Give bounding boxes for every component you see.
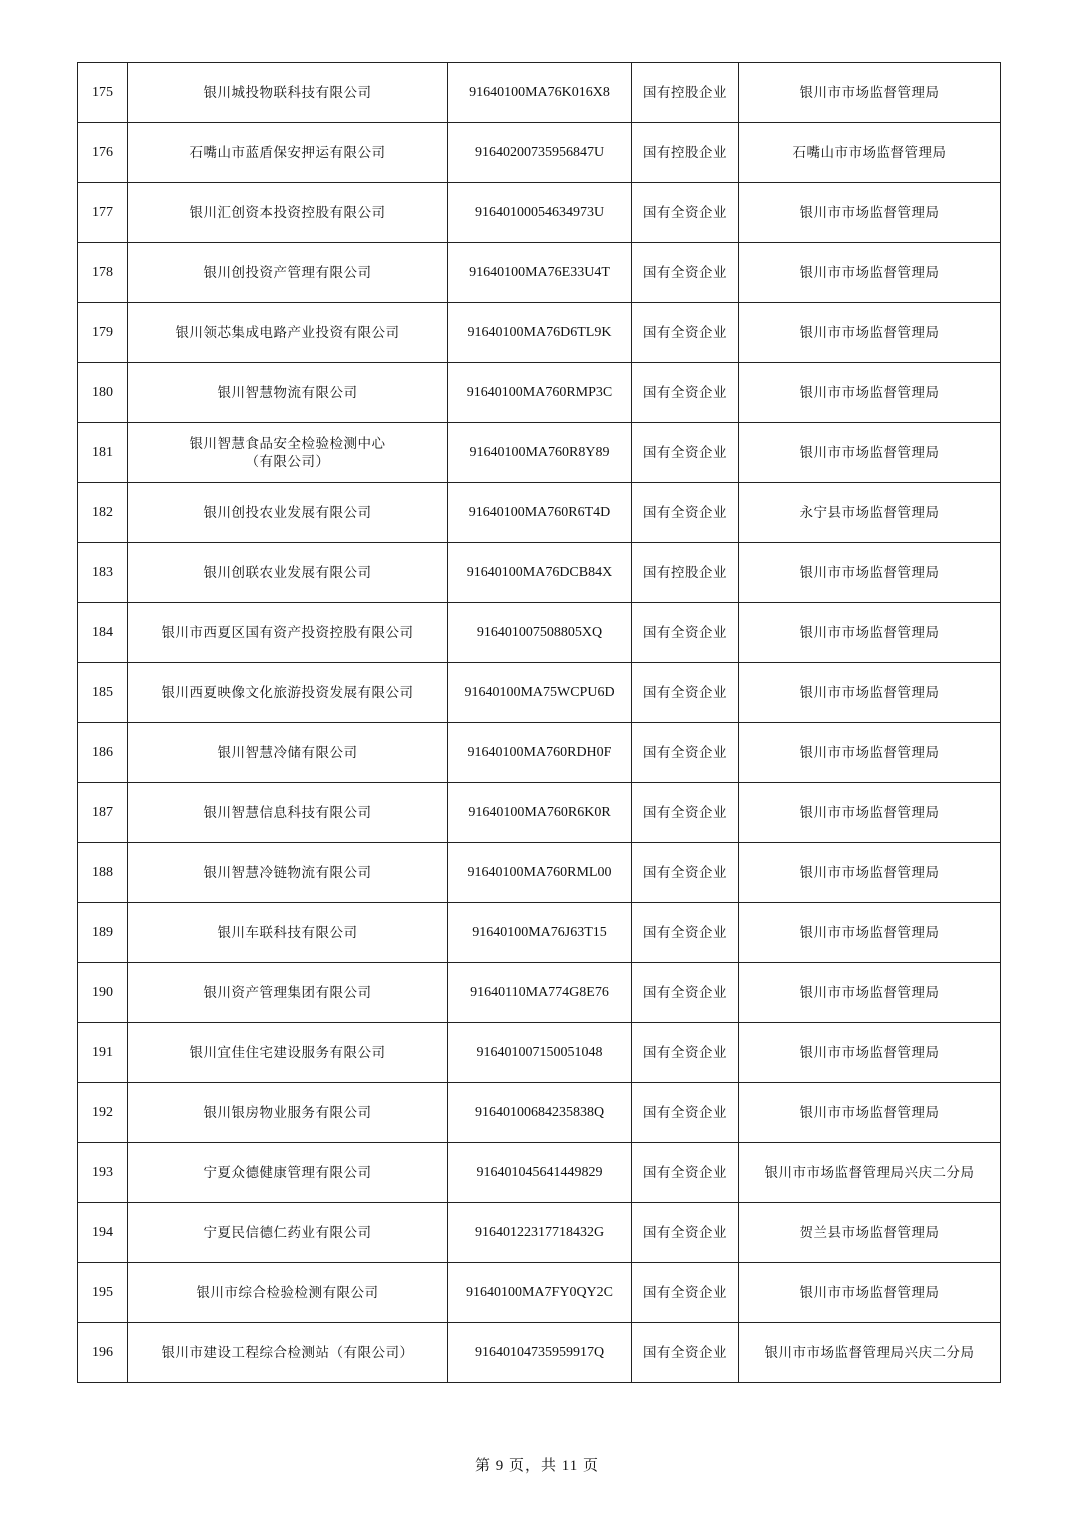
table-row — [78, 123, 1001, 183]
company-name-cell — [128, 723, 448, 783]
enterprise-type-cell: 国有全资企业 — [632, 243, 739, 303]
company-name-cell — [128, 363, 448, 423]
table-row — [78, 363, 1001, 423]
row-number-cell: 182 — [78, 483, 128, 543]
enterprise-type-cell: 国有全资企业 — [632, 1023, 739, 1083]
credit-code-cell: 91640100MA76E33U4T — [448, 243, 632, 303]
table-row — [78, 723, 1001, 783]
row-number-cell: 178 — [78, 243, 128, 303]
enterprise-type-cell: 国有控股企业 — [632, 543, 739, 603]
row-number-cell: 181 — [78, 423, 128, 483]
company-name-cell — [128, 963, 448, 1023]
enterprise-type-cell: 国有全资企业 — [632, 723, 739, 783]
credit-code-cell: 91640100054634973U — [448, 183, 632, 243]
table-row — [78, 963, 1001, 1023]
company-name-line: 宁夏民信德仁药业有限公司 — [203, 1224, 372, 1241]
company-name-cell — [128, 243, 448, 303]
registration-authority-cell: 银川市市场监督管理局兴庆二分局 — [739, 1323, 1001, 1383]
credit-code-cell: 91640200735956847U — [448, 123, 632, 183]
company-name-cell — [128, 1023, 448, 1083]
table-row — [78, 63, 1001, 123]
registration-authority-cell: 银川市市场监督管理局 — [739, 423, 1001, 483]
registration-authority-cell: 石嘴山市市场监督管理局 — [739, 123, 1001, 183]
registration-authority-cell: 银川市市场监督管理局 — [739, 363, 1001, 423]
company-name-line: 银川智慧食品安全检验检测中心 — [189, 435, 386, 452]
company-name-cell — [128, 1083, 448, 1143]
registration-authority-cell: 银川市市场监督管理局 — [739, 663, 1001, 723]
company-name-cell — [128, 783, 448, 843]
credit-code-cell: 91640100MA7FY0QY2C — [448, 1263, 632, 1323]
company-name-cell — [128, 423, 448, 483]
registration-authority-cell: 银川市市场监督管理局 — [739, 723, 1001, 783]
row-number-cell: 192 — [78, 1083, 128, 1143]
credit-code-cell: 916401007508805XQ — [448, 603, 632, 663]
company-name-cell — [128, 63, 448, 123]
credit-code-cell: 91640104735959917Q — [448, 1323, 632, 1383]
credit-code-cell: 916401045641449829 — [448, 1143, 632, 1203]
credit-code-cell: 91640122317718432G — [448, 1203, 632, 1263]
enterprise-type-cell: 国有全资企业 — [632, 903, 739, 963]
enterprise-type-cell: 国有全资企业 — [632, 1323, 739, 1383]
company-name-cell — [128, 1323, 448, 1383]
company-name-line: 银川西夏映像文化旅游投资发展有限公司 — [161, 684, 414, 701]
enterprise-type-cell: 国有控股企业 — [632, 123, 739, 183]
company-name-line: 银川市西夏区国有资产投资控股有限公司 — [161, 624, 414, 641]
row-number-cell: 188 — [78, 843, 128, 903]
company-name-cell — [128, 663, 448, 723]
row-number-cell: 185 — [78, 663, 128, 723]
company-name-line: 银川资产管理集团有限公司 — [203, 984, 372, 1001]
row-number-cell: 186 — [78, 723, 128, 783]
enterprise-type-cell: 国有全资企业 — [632, 183, 739, 243]
company-name-line: 银川银房物业服务有限公司 — [203, 1104, 372, 1121]
enterprise-type-cell: 国有全资企业 — [632, 843, 739, 903]
table-row — [78, 1323, 1001, 1383]
enterprise-type-cell: 国有全资企业 — [632, 783, 739, 843]
company-name-line: 银川车联科技有限公司 — [217, 924, 358, 941]
company-name-line: 银川汇创资本投资控股有限公司 — [189, 204, 386, 221]
registration-authority-cell: 贺兰县市场监督管理局 — [739, 1203, 1001, 1263]
company-name-line: 银川市综合检验检测有限公司 — [196, 1284, 379, 1301]
registration-authority-cell: 银川市市场监督管理局 — [739, 903, 1001, 963]
enterprise-type-cell: 国有全资企业 — [632, 963, 739, 1023]
row-number-cell: 187 — [78, 783, 128, 843]
row-number-cell: 195 — [78, 1263, 128, 1323]
enterprise-type-cell: 国有全资企业 — [632, 603, 739, 663]
credit-code-cell: 91640110MA774G8E76 — [448, 963, 632, 1023]
table-row — [78, 783, 1001, 843]
row-number-cell: 176 — [78, 123, 128, 183]
row-number-cell: 179 — [78, 303, 128, 363]
enterprise-type-cell: 国有全资企业 — [632, 1083, 739, 1143]
registration-authority-cell: 银川市市场监督管理局 — [739, 843, 1001, 903]
credit-code-cell: 91640100MA760R6K0R — [448, 783, 632, 843]
registration-authority-cell: 永宁县市场监督管理局 — [739, 483, 1001, 543]
enterprise-type-cell: 国有全资企业 — [632, 303, 739, 363]
company-name-line: 银川智慧信息科技有限公司 — [203, 804, 372, 821]
credit-code-cell: 91640100MA760R6T4D — [448, 483, 632, 543]
table-body — [78, 63, 1001, 1383]
company-name-cell — [128, 1143, 448, 1203]
company-name-line: 石嘴山市蓝盾保安押运有限公司 — [189, 144, 386, 161]
table-row — [78, 243, 1001, 303]
credit-code-cell: 916401007150051048 — [448, 1023, 632, 1083]
registration-authority-cell: 银川市市场监督管理局 — [739, 1083, 1001, 1143]
row-number-cell: 191 — [78, 1023, 128, 1083]
enterprise-type-cell: 国有全资企业 — [632, 663, 739, 723]
company-name-cell — [128, 303, 448, 363]
page-footer: 第 9 页，共 11 页 — [475, 1458, 599, 1474]
enterprise-type-cell: 国有全资企业 — [632, 1263, 739, 1323]
enterprise-type-cell: 国有全资企业 — [632, 1203, 739, 1263]
company-name-line: 银川创投农业发展有限公司 — [203, 504, 372, 521]
credit-code-cell: 91640100MA76DCB84X — [448, 543, 632, 603]
table-row — [78, 183, 1001, 243]
credit-code-cell: 91640100684235838Q — [448, 1083, 632, 1143]
company-name-cell — [128, 843, 448, 903]
company-name-cell — [128, 183, 448, 243]
registration-authority-cell: 银川市市场监督管理局 — [739, 183, 1001, 243]
registration-authority-cell: 银川市市场监督管理局 — [739, 543, 1001, 603]
registration-authority-cell: 银川市市场监督管理局 — [739, 1263, 1001, 1323]
row-number-cell: 183 — [78, 543, 128, 603]
company-name-line: 银川智慧冷链物流有限公司 — [203, 864, 372, 881]
company-name-cell — [128, 1203, 448, 1263]
registration-authority-cell: 银川市市场监督管理局 — [739, 603, 1001, 663]
company-name-line: 宁夏众德健康管理有限公司 — [203, 1164, 372, 1181]
enterprise-type-cell: 国有全资企业 — [632, 423, 739, 483]
row-number-cell: 184 — [78, 603, 128, 663]
table-row — [78, 303, 1001, 363]
company-name-cell — [128, 543, 448, 603]
company-name-cell — [128, 123, 448, 183]
registration-authority-cell: 银川市市场监督管理局 — [739, 1023, 1001, 1083]
registration-authority-cell: 银川市市场监督管理局 — [739, 303, 1001, 363]
table-row — [78, 843, 1001, 903]
registration-authority-cell: 银川市市场监督管理局 — [739, 783, 1001, 843]
row-number-cell: 193 — [78, 1143, 128, 1203]
company-name-line: 银川城投物联科技有限公司 — [203, 84, 372, 101]
row-number-cell: 175 — [78, 63, 128, 123]
company-name-cell — [128, 903, 448, 963]
table-row — [78, 1203, 1001, 1263]
table-row — [78, 1263, 1001, 1323]
row-number-cell: 196 — [78, 1323, 128, 1383]
company-name-cell — [128, 1263, 448, 1323]
row-number-cell: 177 — [78, 183, 128, 243]
company-name-line: 银川领芯集成电路产业投资有限公司 — [175, 324, 400, 341]
company-name-line: 银川智慧冷储有限公司 — [217, 744, 358, 761]
table-row — [78, 1023, 1001, 1083]
table-row — [78, 1083, 1001, 1143]
table-row — [78, 603, 1001, 663]
company-name-line: 银川创投资产管理有限公司 — [203, 264, 372, 281]
row-number-cell: 194 — [78, 1203, 128, 1263]
credit-code-cell: 91640100MA760RML00 — [448, 843, 632, 903]
registration-authority-cell: 银川市市场监督管理局 — [739, 243, 1001, 303]
enterprise-type-cell: 国有控股企业 — [632, 63, 739, 123]
credit-code-cell: 91640100MA76J63T15 — [448, 903, 632, 963]
row-number-cell: 190 — [78, 963, 128, 1023]
enterprise-table — [77, 62, 1001, 1383]
company-name-line: （有限公司） — [245, 453, 330, 470]
company-name-line: 银川市建设工程综合检测站（有限公司） — [161, 1344, 414, 1361]
enterprise-type-cell: 国有全资企业 — [632, 483, 739, 543]
company-name-cell — [128, 483, 448, 543]
row-number-cell: 189 — [78, 903, 128, 963]
registration-authority-cell: 银川市市场监督管理局 — [739, 63, 1001, 123]
table-row — [78, 1143, 1001, 1203]
credit-code-cell: 91640100MA760R8Y89 — [448, 423, 632, 483]
company-name-line: 银川创联农业发展有限公司 — [203, 564, 372, 581]
table-row — [78, 423, 1001, 483]
registration-authority-cell: 银川市市场监督管理局 — [739, 963, 1001, 1023]
table-row — [78, 483, 1001, 543]
enterprise-type-cell: 国有全资企业 — [632, 363, 739, 423]
enterprise-type-cell: 国有全资企业 — [632, 1143, 739, 1203]
row-number-cell: 180 — [78, 363, 128, 423]
registration-authority-cell: 银川市市场监督管理局兴庆二分局 — [739, 1143, 1001, 1203]
table-row — [78, 663, 1001, 723]
credit-code-cell: 91640100MA75WCPU6D — [448, 663, 632, 723]
credit-code-cell: 91640100MA760RMP3C — [448, 363, 632, 423]
table-row — [78, 543, 1001, 603]
company-name-line: 银川智慧物流有限公司 — [217, 384, 358, 401]
table-row — [78, 903, 1001, 963]
company-name-line: 银川宜佳住宅建设服务有限公司 — [189, 1044, 386, 1061]
company-name-cell — [128, 603, 448, 663]
credit-code-cell: 91640100MA76K016X8 — [448, 63, 632, 123]
credit-code-cell: 91640100MA760RDH0F — [448, 723, 632, 783]
credit-code-cell: 91640100MA76D6TL9K — [448, 303, 632, 363]
